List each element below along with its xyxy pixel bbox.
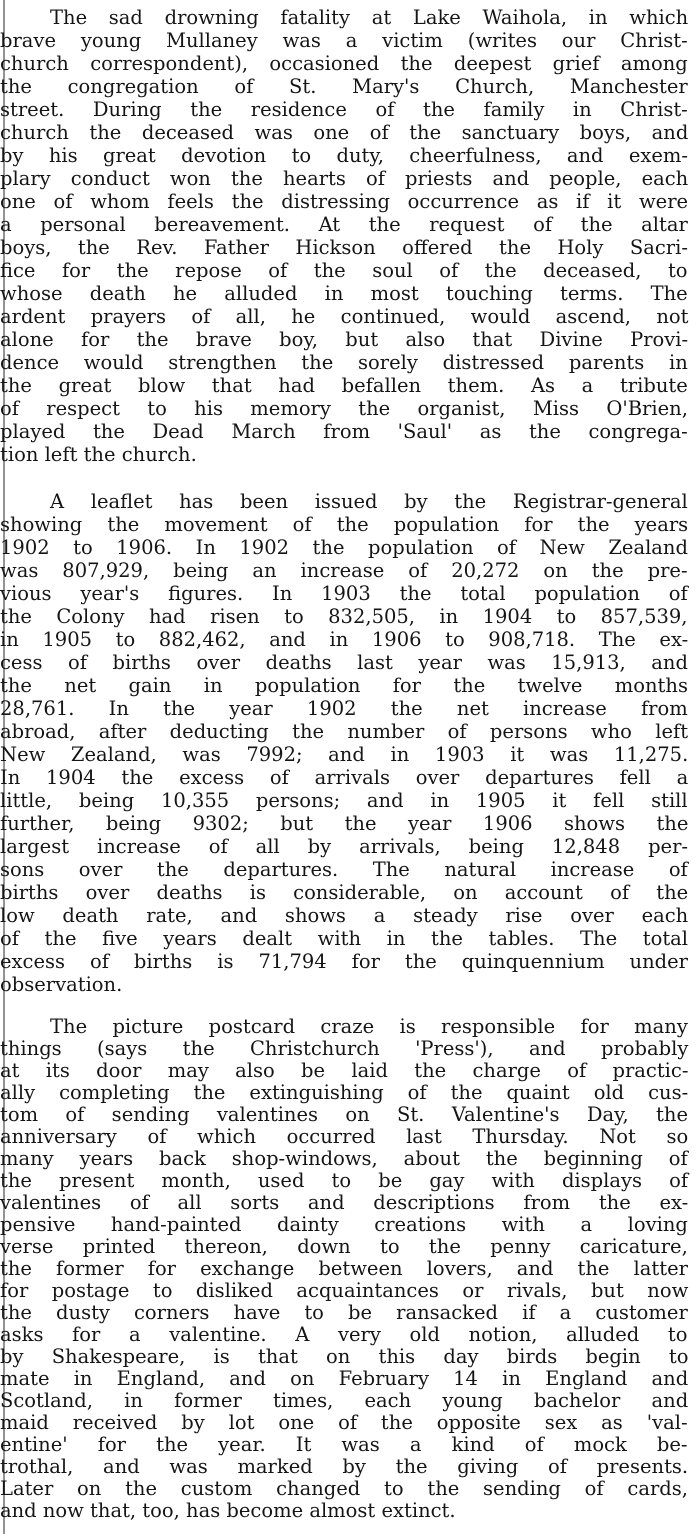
text-line: vious year's figures. In 1903 the total population of bbox=[0, 582, 688, 605]
text-line: The picture postcard craze is responsible for many bbox=[50, 1015, 688, 1038]
text-line: the Colony had risen to 832,505, in 1904 to 857,539, bbox=[0, 605, 688, 628]
text-line: fice for the repose of the soul of the deceased, to bbox=[0, 259, 688, 282]
text-line: mate in England, and on February 14 in England and bbox=[0, 1367, 689, 1390]
text-line: verse printed thereon, down to the penny caricature, bbox=[0, 1235, 688, 1258]
newspaper-column bbox=[0, 6, 696, 1534]
text-line: boys, the Rev. Father Hickson offered the Holy Sacri- bbox=[0, 236, 688, 259]
text-line: the dusty corners have to be ransacked if a customer bbox=[0, 1301, 688, 1324]
text-line: entine' for the year. It was a kind of mock be- bbox=[0, 1433, 688, 1456]
text-line: largest increase of all by arrivals, being 12,848 per- bbox=[0, 835, 688, 858]
text-line: births over deaths is considerable, on account of the bbox=[0, 881, 689, 904]
text-line: a personal bereavement. At the request of the altar bbox=[0, 213, 688, 236]
text-line: the net gain in population for the twelve months bbox=[0, 674, 688, 697]
text-line: alone for the brave boy, but also that Divine Provi- bbox=[0, 328, 689, 351]
text-line: ardent prayers of all, he continued, would ascend, not bbox=[0, 305, 689, 328]
text-line: valentines of all sorts and descriptions from the ex- bbox=[0, 1191, 689, 1214]
text-line: plary conduct won the hearts of priests and people, each bbox=[0, 167, 689, 190]
text-line: sons over the departures. The natural increase of bbox=[0, 858, 688, 881]
text-line: at its door may also be laid the charge of practic- bbox=[0, 1059, 689, 1082]
text-line: observation. bbox=[0, 973, 123, 996]
text-line: played the Dead March from 'Saul' as the congrega- bbox=[0, 420, 688, 443]
text-line: brave young Mullaney was a victim (writes our Christ- bbox=[0, 29, 688, 52]
text-line: many years back shop-windows, about the beginning of bbox=[0, 1147, 688, 1170]
text-line: little, being 10,355 persons; and in 1905 it fell still bbox=[0, 789, 688, 812]
text-line: and now that, too, has become almost extinct. bbox=[0, 1499, 456, 1522]
text-line: 1902 to 1906. In 1902 the population of New Zealand bbox=[0, 536, 688, 559]
text-line: In 1904 the excess of arrivals over departures fell a bbox=[0, 766, 689, 789]
text-line: in 1905 to 882,462, and in 1906 to 908,718. The ex- bbox=[0, 628, 689, 651]
text-line: church the deceased was one of the sanctuary boys, and bbox=[0, 121, 689, 144]
text-line: tom of sending valentines on St. Valentine's Day, the bbox=[0, 1103, 688, 1126]
text-line: by Shakespeare, is that on this day birds begin to bbox=[0, 1345, 689, 1368]
text-line: church correspondent), occasioned the deepest grief among bbox=[0, 52, 688, 75]
text-line: ally completing the extinguishing of the quaint old cus- bbox=[0, 1081, 689, 1104]
text-line: by his great devotion to duty, cheerfulness, and exem- bbox=[0, 144, 688, 167]
text-line: dence would strengthen the sorely distressed parents in bbox=[0, 351, 688, 374]
text-line: abroad, after deducting the number of persons who left bbox=[0, 720, 689, 743]
text-line: things (says the Christchurch 'Press'), and probably bbox=[0, 1037, 689, 1060]
text-line: New Zealand, was 7992; and in 1903 it was 11,275. bbox=[0, 743, 689, 766]
text-line: maid received by lot one of the opposite sex as 'val- bbox=[0, 1411, 688, 1434]
text-line: of the five years dealt with in the tables. The total bbox=[0, 927, 689, 950]
text-line: whose death he alluded in most touching terms. The bbox=[0, 282, 688, 305]
text-line: pensive hand-painted dainty creations with a loving bbox=[0, 1213, 688, 1236]
text-line: low death rate, and shows a steady rise over each bbox=[0, 904, 689, 927]
text-line: excess of births is 71,794 for the quinquennium under bbox=[0, 950, 688, 973]
text-line: one of whom feels the distressing occurrence as if it were bbox=[0, 190, 689, 213]
text-line: the congregation of St. Mary's Church, Manchester bbox=[0, 75, 688, 98]
text-line: anniversary of which occurred last Thursday. Not so bbox=[0, 1125, 689, 1148]
text-line: the present month, used to be gay with displays of bbox=[0, 1169, 689, 1192]
text-line: Scotland, in former times, each young bachelor and bbox=[0, 1389, 689, 1412]
text-line: showing the movement of the population for the years bbox=[0, 513, 689, 536]
text-line: of respect to his memory the organist, Miss O'Brien, bbox=[0, 397, 688, 420]
text-line: asks for a valentine. A very old notion, alluded to bbox=[0, 1323, 688, 1346]
text-line: tion left the church. bbox=[0, 443, 197, 466]
text-line: trothal, and was marked by the giving of presents. bbox=[0, 1455, 689, 1478]
text-line: the great blow that had befallen them. As a tribute bbox=[0, 374, 688, 397]
text-line: further, being 9302; but the year 1906 shows the bbox=[0, 812, 689, 835]
text-line: 28,761. In the year 1902 the net increase from bbox=[0, 697, 688, 720]
text-line: The sad drowning fatality at Lake Waihola, in which bbox=[50, 6, 689, 29]
text-line: was 807,929, being an increase of 20,272 on the pre- bbox=[0, 559, 688, 582]
text-line: A leaflet has been issued by the Registrar-general bbox=[50, 490, 688, 513]
text-line: street. During the residence of the family in Christ- bbox=[0, 98, 688, 121]
text-line: cess of births over deaths last year was 15,913, and bbox=[0, 651, 688, 674]
text-line: Later on the custom changed to the sending of cards, bbox=[0, 1477, 688, 1500]
text-line: the former for exchange between lovers, and the latter bbox=[0, 1257, 688, 1280]
text-line: for postage to disliked acquaintances or rivals, but now bbox=[0, 1279, 689, 1302]
